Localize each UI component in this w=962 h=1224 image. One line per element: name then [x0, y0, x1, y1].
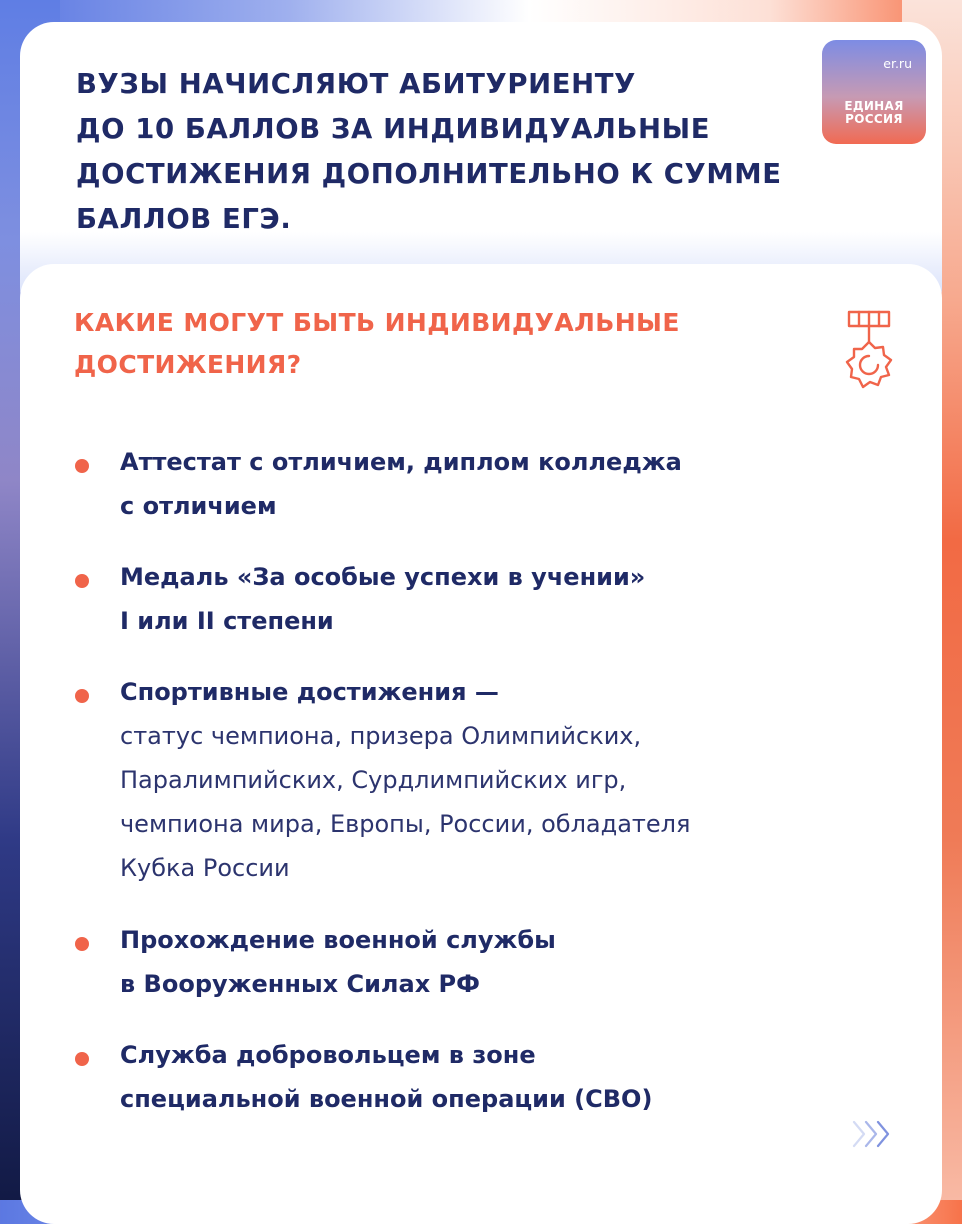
party-logo — [822, 40, 926, 144]
bullet-icon — [75, 689, 89, 703]
item-title — [120, 555, 840, 643]
item-title-line: I или II степени — [120, 607, 334, 635]
headline-line: ВУЗЫ НАЧИСЛЯЮТ АБИТУРИЕНТУ — [76, 68, 636, 100]
logo-name-line: ЕДИНАЯ — [844, 99, 904, 113]
item-title-line: специальной военной операции (СВО) — [120, 1085, 653, 1113]
logo-url: er.ru — [883, 56, 912, 71]
headline-line: БАЛЛОВ ЕГЭ. — [76, 203, 292, 235]
item-title-line: с отличием — [120, 492, 277, 520]
item-title-line: в Вооруженных Силах РФ — [120, 970, 480, 998]
bullet-icon — [75, 459, 89, 473]
bullet-icon — [75, 1052, 89, 1066]
item-title — [120, 918, 840, 1006]
item-desc-line: Паралимпийских, Сурдлимпийских игр, — [120, 766, 627, 794]
item-title-line: Медаль «За особые успехи в учении» — [120, 563, 646, 591]
logo-name — [822, 100, 926, 126]
section-question — [74, 302, 794, 386]
chevrons-right-icon[interactable] — [848, 1116, 894, 1152]
medal-icon — [838, 308, 900, 404]
item-title — [120, 1033, 840, 1121]
item-title — [120, 440, 840, 528]
question-line: КАКИЕ МОГУТ БЫТЬ ИНДИВИДУАЛЬНЫЕ — [74, 308, 680, 337]
headline-line: ДОСТИЖЕНИЯ ДОПОЛНИТЕЛЬНО К СУММЕ — [76, 158, 782, 190]
item-title-line: Служба добровольцем в зоне — [120, 1041, 536, 1069]
bullet-icon — [75, 574, 89, 588]
item-description — [120, 714, 840, 890]
item-desc-line: статус чемпиона, призера Олимпийских, — [120, 722, 642, 750]
bullet-icon — [75, 937, 89, 951]
item-title-line: Прохождение военной службы — [120, 926, 556, 954]
headline — [76, 62, 816, 242]
logo-name-line: РОССИЯ — [845, 112, 903, 126]
item-title-line: Аттестат с отличием, диплом колледжа — [120, 448, 682, 476]
item-desc-line: Кубка России — [120, 854, 290, 882]
question-line: ДОСТИЖЕНИЯ? — [74, 350, 302, 379]
item-desc-line: чемпиона мира, Европы, России, обладателя — [120, 810, 691, 838]
item-title — [120, 670, 840, 714]
item-title-line: Спортивные достижения — — [120, 678, 499, 706]
headline-line: ДО 10 БАЛЛОВ ЗА ИНДИВИДУАЛЬНЫЕ — [76, 113, 711, 145]
